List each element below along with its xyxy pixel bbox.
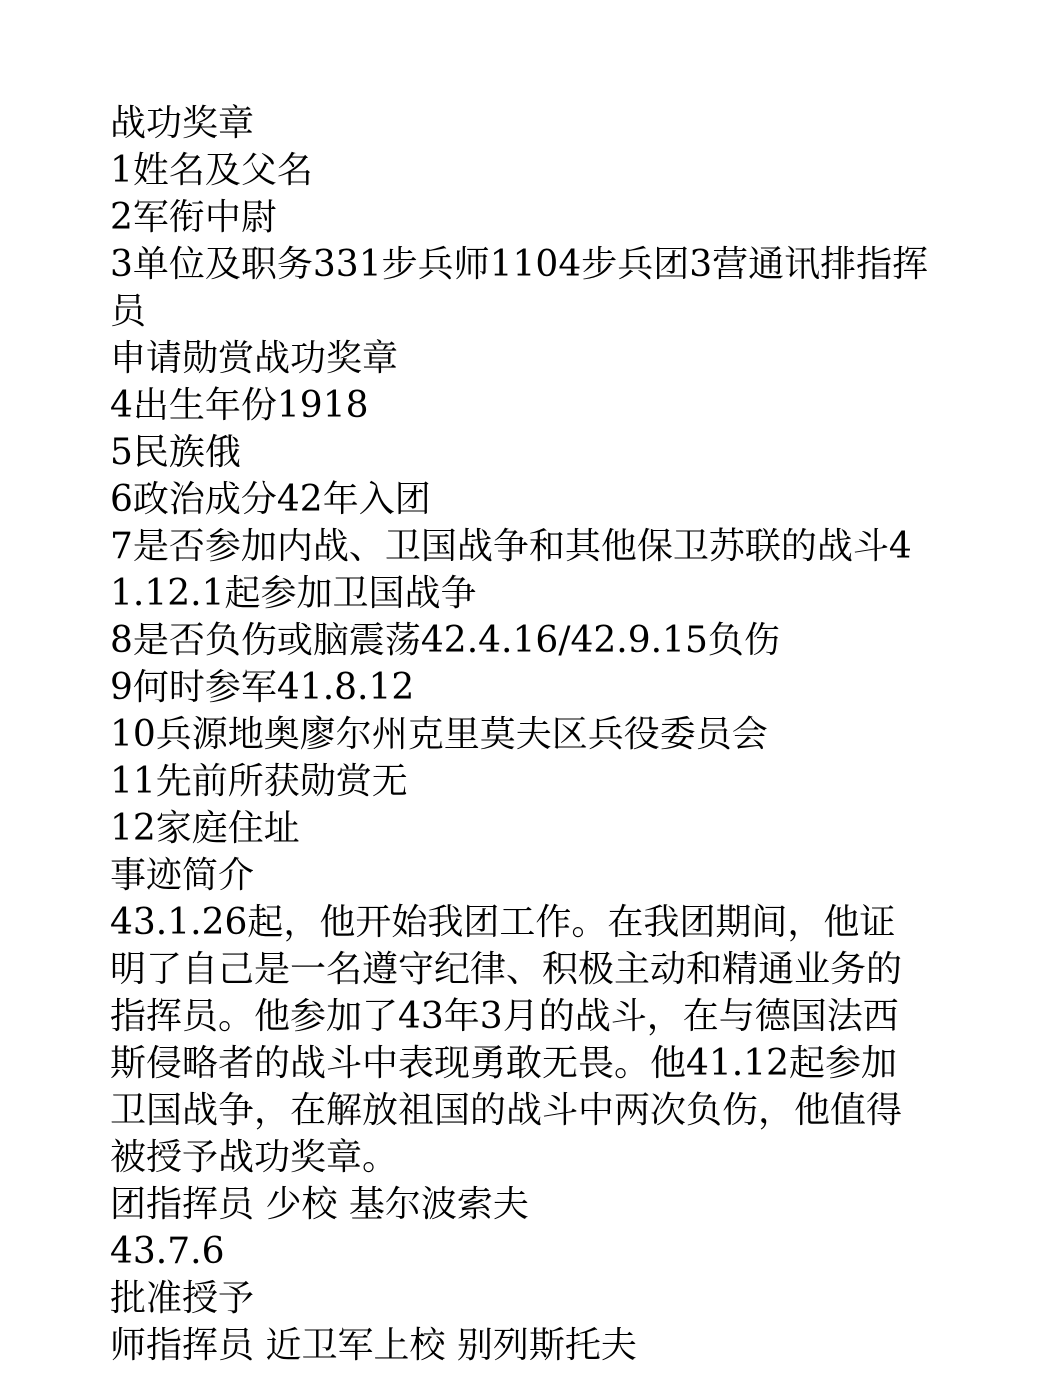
- field-name: 1姓名及父名: [110, 150, 313, 191]
- field-unit-position: 3单位及职务331步兵师1104步兵团3营通讯排指挥员: [110, 244, 929, 332]
- field-birth-year: 4出生年份1918: [110, 385, 369, 426]
- field-draft-office: 10兵源地奥廖尔州克里莫夫区兵役委员会: [110, 714, 768, 755]
- field-rank: 2军衔中尉: [110, 197, 277, 238]
- summary-text: 43.1.26起，他开始我团工作。在我团期间，他证明了自己是一名遵守纪律、积极主动和精通业务的指挥员。他参加了43年3月的战斗，在与德国法西斯侵略者的战斗中表现勇敢无畏。他41.12起参加卫国战争，在解放祖国的战斗中两次负伤，他值得被授予战功奖章。: [110, 902, 903, 1178]
- regiment-commander-signature: 团指挥员 少校 基尔波索夫: [110, 1184, 529, 1225]
- field-home-address: 12家庭住址: [110, 808, 300, 849]
- field-war-participation: 7是否参加内战、卫国战争和其他保卫苏联的战斗41.12.1起参加卫国战争: [110, 526, 912, 614]
- document-date: 43.7.6: [110, 1231, 225, 1272]
- field-enlistment-date: 9何时参军41.8.12: [110, 667, 415, 708]
- field-previous-awards: 11先前所获勋赏无: [110, 761, 408, 802]
- field-award-requested: 申请勋赏战功奖章: [110, 338, 399, 379]
- summary-heading: 事迹简介: [110, 855, 255, 896]
- division-commander-signature: 师指挥员 近卫军上校 别列斯托夫: [110, 1325, 637, 1366]
- approval-text: 批准授予: [110, 1278, 255, 1319]
- document-title: 战功奖章: [110, 103, 255, 144]
- field-nationality: 5民族俄: [110, 432, 241, 473]
- field-wounds: 8是否负伤或脑震荡42.4.16/42.9.15负伤: [110, 620, 780, 661]
- field-party-status: 6政治成分42年入团: [110, 479, 431, 520]
- award-document: [110, 100, 930, 1369]
